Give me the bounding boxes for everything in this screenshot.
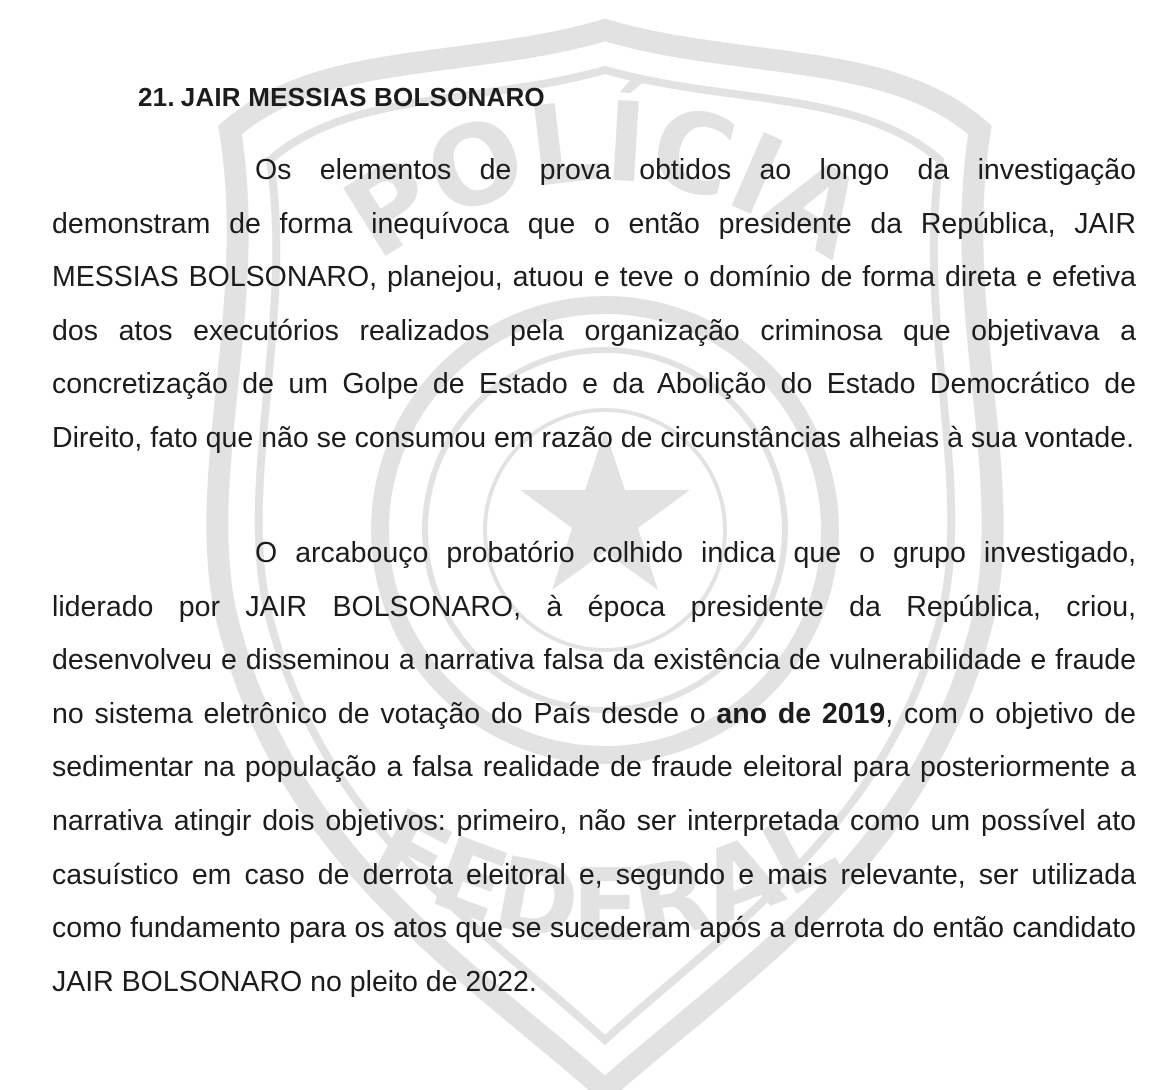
paragraph-2-text-end: , com o objetivo de sedimentar na população a falsa realidade de fraude eleitoral para posteriormente a narrativa atingir dois objetivos: primeiro, não ser interpretada como um possível ato casuístico em caso de derrota eleitoral e, segundo e mais relevante, ser utilizada como fundamento para os atos que se sucederam após a derrota do então candidato JAIR BOLSONARO no pleito de 2022. bbox=[52, 697, 1136, 998]
paragraph-2 bbox=[52, 527, 1136, 1009]
svg-text:POLÍCIA: POLÍCIA bbox=[323, 76, 887, 284]
paragraph-1: Os elementos de prova obtidos ao longo da investigação demonstram de forma inequívoca que o então presidente da República, JAIR MESSIAS BOLSONARO, planejou, atuou e teve o domínio de forma direta e efetiva dos atos executórios realizados pela organização criminosa que objetivava a concretização de um Golpe de Estado e da Abolição do Estado Democrático de Direito, fato que não se consumou em razão de circunstâncias alheias à sua vontade. bbox=[52, 154, 1136, 454]
section-heading bbox=[138, 82, 545, 113]
section-title: JAIR MESSIAS BOLSONARO bbox=[180, 82, 545, 112]
paragraph-2-bold-year: ano de 2019 bbox=[716, 697, 886, 730]
paragraph-2-text-start: O arcabouço probatório colhido indica que o grupo investigado, liderado por JAIR BOLSONARO, à época presidente da República, criou, desenvolveu e disseminou a narrativa falsa da existência de vulnerabilidade e fraude no sistema eletrônico de votação do País desde o bbox=[52, 537, 1136, 730]
section-number: 21. bbox=[138, 82, 175, 112]
svg-text:FEDERAL: FEDERAL bbox=[354, 786, 856, 965]
